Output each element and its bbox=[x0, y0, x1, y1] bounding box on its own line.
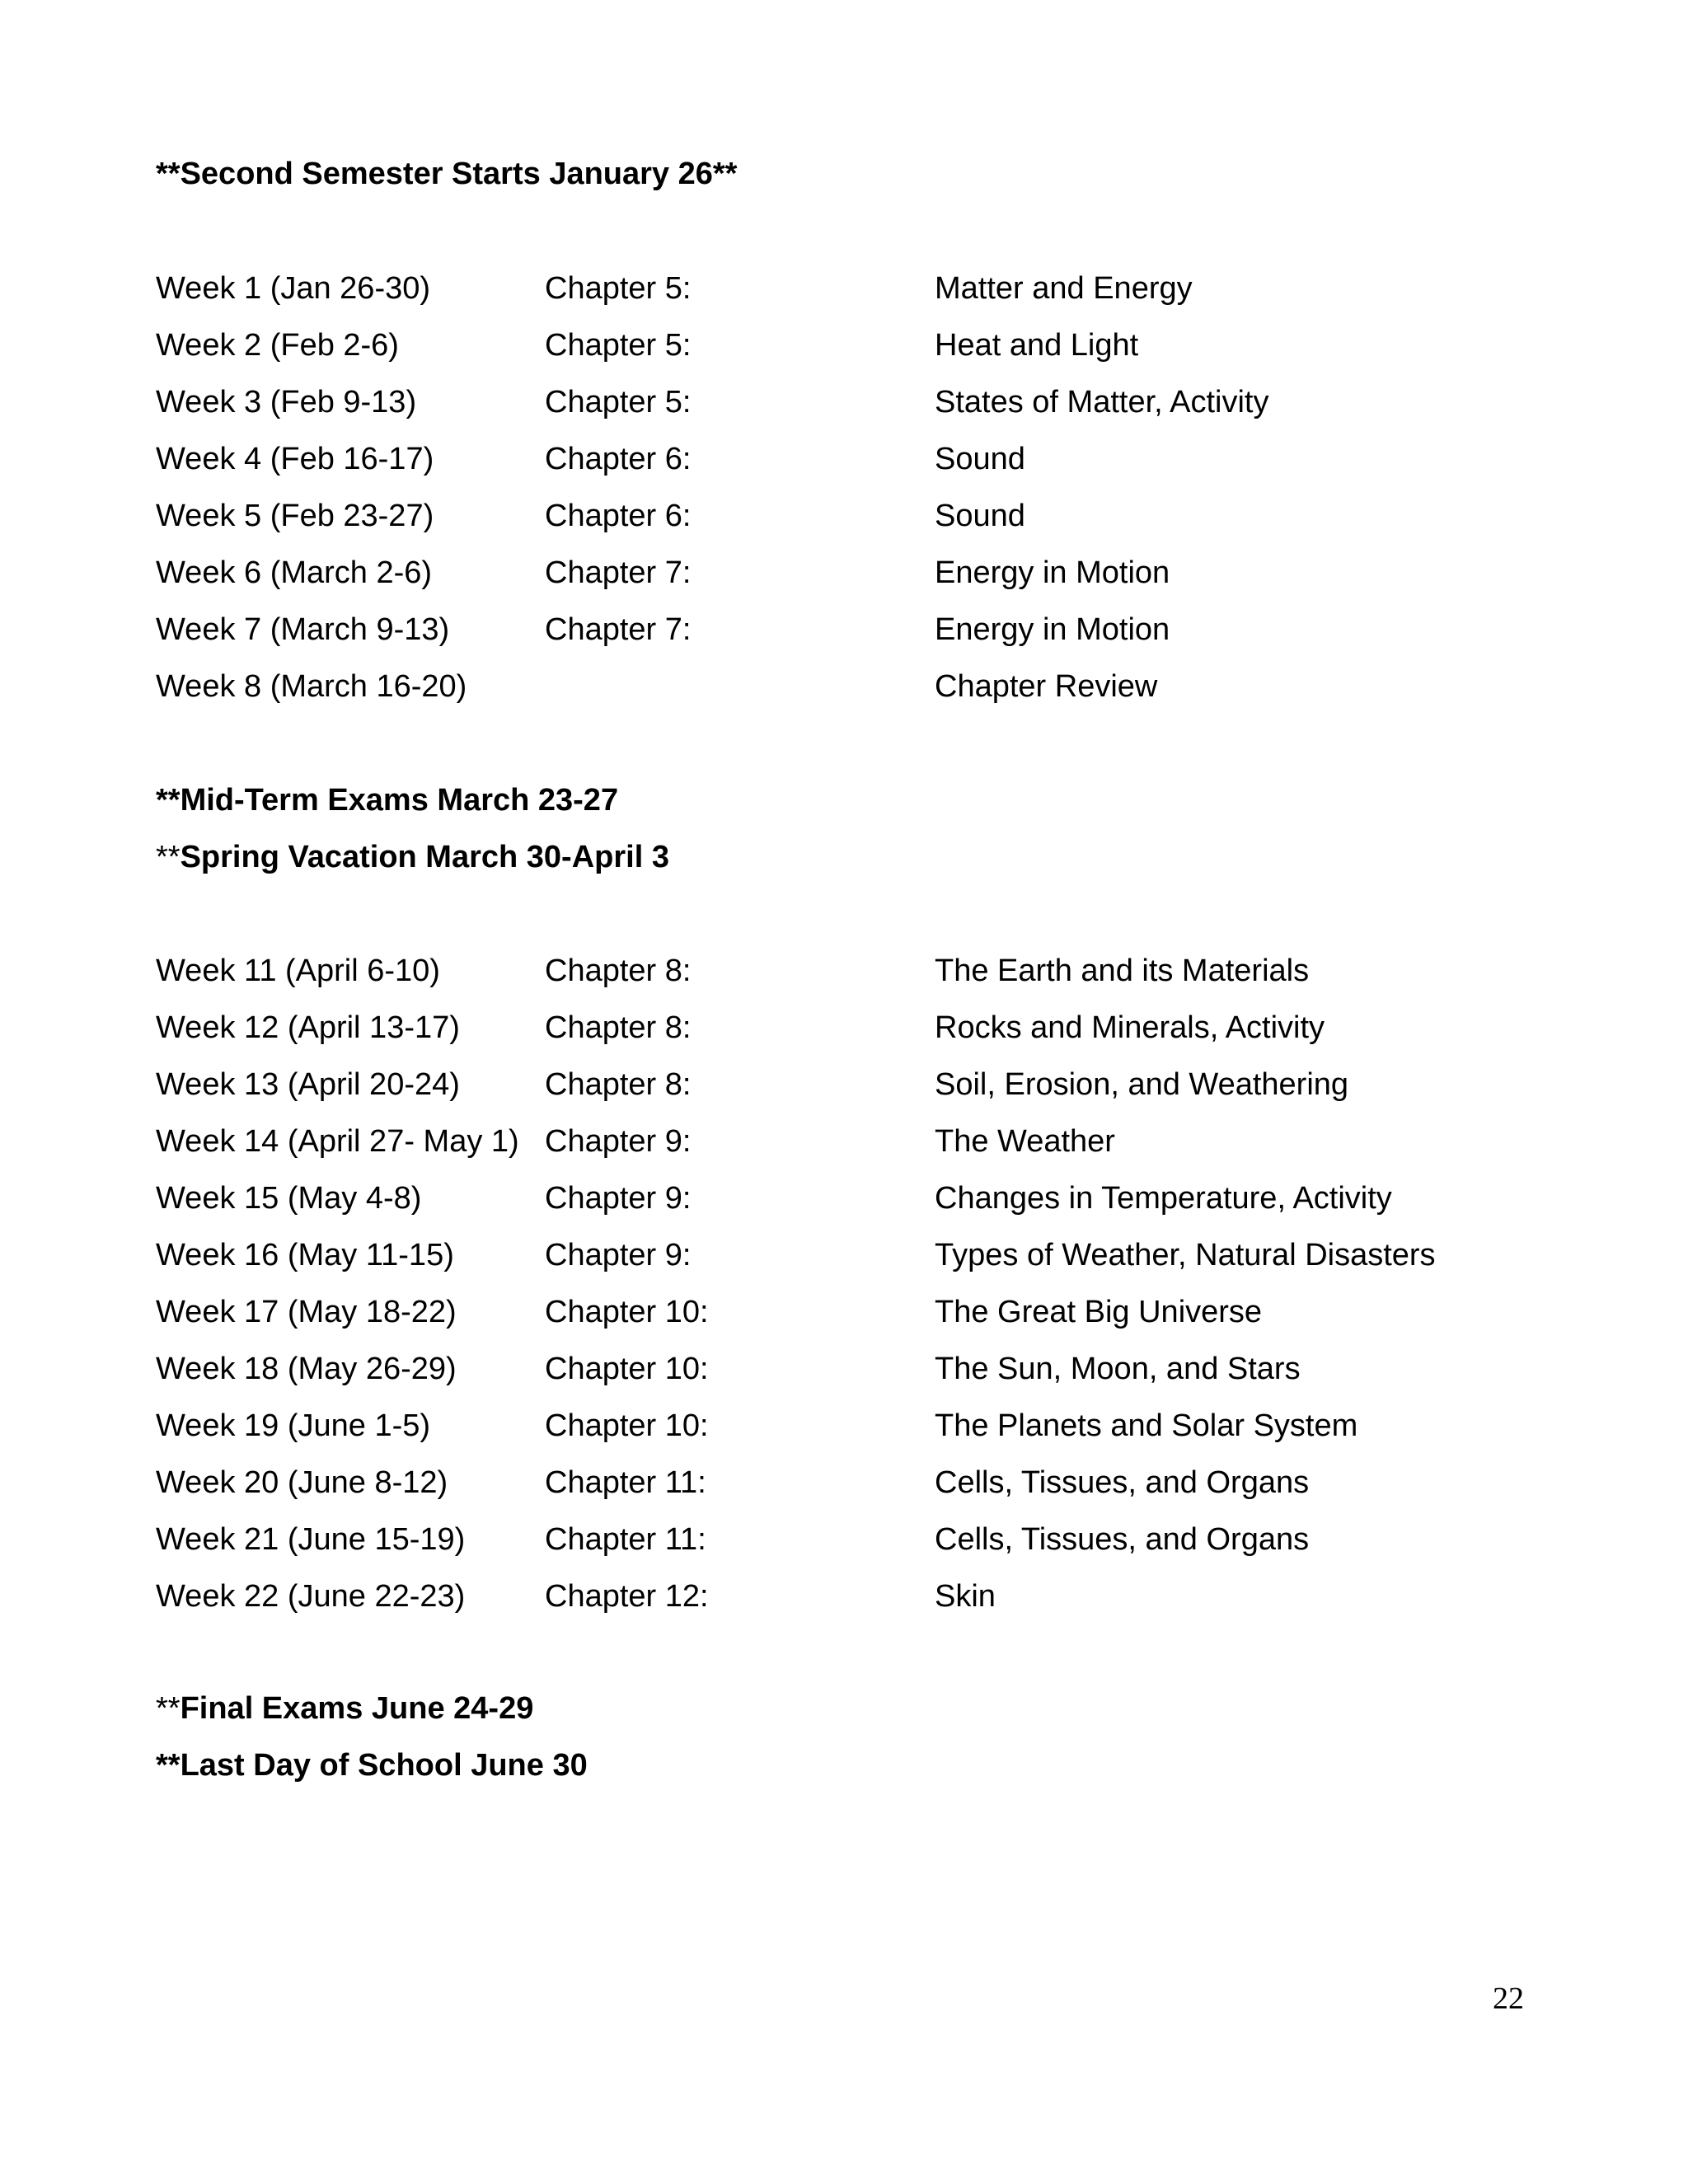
last-day-heading bbox=[156, 1746, 588, 1784]
topic-cell: Heat and Light bbox=[935, 328, 1139, 363]
topic-cell: The Sun, Moon, and Stars bbox=[935, 1352, 1301, 1386]
schedule-row bbox=[156, 554, 1557, 611]
chapter-cell: Chapter 7: bbox=[545, 555, 692, 590]
chapter-cell: Chapter 11: bbox=[545, 1465, 706, 1500]
chapter-cell: Chapter 10: bbox=[545, 1408, 709, 1443]
spring-vacation-heading bbox=[156, 838, 669, 876]
topic-cell: Cells, Tissues, and Organs bbox=[935, 1522, 1310, 1557]
chapter-cell: Chapter 5: bbox=[545, 271, 692, 306]
schedule-row bbox=[156, 326, 1557, 383]
topic-cell: The Planets and Solar System bbox=[935, 1408, 1358, 1443]
topic-cell: Sound bbox=[935, 442, 1025, 476]
chapter-cell: Chapter 10: bbox=[545, 1295, 709, 1329]
week-cell: Week 7 (March 9-13) bbox=[156, 612, 450, 647]
schedule-row bbox=[156, 952, 1557, 1009]
schedule-row bbox=[156, 497, 1557, 554]
schedule-row bbox=[156, 1236, 1557, 1293]
lastday-stars: ** bbox=[156, 1748, 181, 1783]
topic-cell: Energy in Motion bbox=[935, 612, 1170, 647]
topic-cell: The Great Big Universe bbox=[935, 1295, 1263, 1329]
final-stars: ** bbox=[156, 1691, 181, 1726]
page-number: 22 bbox=[1493, 1981, 1524, 2016]
chapter-cell: Chapter 8: bbox=[545, 954, 692, 988]
week-cell: Week 19 (June 1-5) bbox=[156, 1408, 431, 1443]
spring-stars: ** bbox=[156, 840, 181, 874]
week-cell: Week 14 (April 27- May 1) bbox=[156, 1124, 519, 1159]
schedule-row bbox=[156, 1521, 1557, 1577]
week-cell: Week 8 (March 16-20) bbox=[156, 669, 467, 704]
topic-cell: Cells, Tissues, and Organs bbox=[935, 1465, 1310, 1500]
lastday-text: Last Day of School June 30 bbox=[180, 1748, 588, 1783]
chapter-cell: Chapter 9: bbox=[545, 1238, 692, 1272]
chapter-cell: Chapter 5: bbox=[545, 385, 692, 419]
week-cell: Week 16 (May 11-15) bbox=[156, 1238, 454, 1272]
topic-cell: Skin bbox=[935, 1579, 996, 1614]
week-cell: Week 12 (April 13-17) bbox=[156, 1010, 460, 1045]
week-cell: Week 6 (March 2-6) bbox=[156, 555, 433, 590]
chapter-cell: Chapter 6: bbox=[545, 442, 692, 476]
topic-cell: The Weather bbox=[935, 1124, 1115, 1159]
midterm-heading bbox=[156, 781, 618, 819]
schedule-row bbox=[156, 1577, 1557, 1634]
week-cell: Week 18 (May 26-29) bbox=[156, 1352, 457, 1386]
schedule-block-2 bbox=[156, 952, 1557, 1634]
schedule-row bbox=[156, 1179, 1557, 1236]
week-cell: Week 5 (Feb 23-27) bbox=[156, 499, 434, 533]
topic-cell: Changes in Temperature, Activity bbox=[935, 1181, 1392, 1216]
midterm-stars: ** bbox=[156, 783, 181, 818]
schedule-row bbox=[156, 1122, 1557, 1179]
spring-text: Spring Vacation March 30-April 3 bbox=[180, 840, 669, 874]
semester-start-text: **Second Semester Starts January 26** bbox=[156, 157, 738, 191]
week-cell: Week 21 (June 15-19) bbox=[156, 1522, 466, 1557]
chapter-cell: Chapter 9: bbox=[545, 1181, 692, 1216]
schedule-row bbox=[156, 269, 1557, 326]
week-cell: Week 3 (Feb 9-13) bbox=[156, 385, 417, 419]
chapter-cell: Chapter 10: bbox=[545, 1352, 709, 1386]
week-cell: Week 2 (Feb 2-6) bbox=[156, 328, 399, 363]
final-exams-heading bbox=[156, 1690, 533, 1727]
week-cell: Week 15 (May 4-8) bbox=[156, 1181, 422, 1216]
schedule-row bbox=[156, 1293, 1557, 1350]
week-cell: Week 11 (April 6-10) bbox=[156, 954, 440, 988]
week-cell: Week 1 (Jan 26-30) bbox=[156, 271, 431, 306]
chapter-cell: Chapter 11: bbox=[545, 1522, 706, 1557]
topic-cell: Types of Weather, Natural Disasters bbox=[935, 1238, 1436, 1272]
schedule-row bbox=[156, 611, 1557, 668]
chapter-cell: Chapter 8: bbox=[545, 1067, 692, 1102]
schedule-row bbox=[156, 668, 1557, 724]
topic-cell: Soil, Erosion, and Weathering bbox=[935, 1067, 1349, 1102]
topic-cell: States of Matter, Activity bbox=[935, 385, 1269, 419]
schedule-row bbox=[156, 383, 1557, 440]
semester-start-heading bbox=[156, 155, 737, 193]
topic-cell: The Earth and its Materials bbox=[935, 954, 1310, 988]
chapter-cell: Chapter 5: bbox=[545, 328, 692, 363]
final-text: Final Exams June 24-29 bbox=[180, 1691, 534, 1726]
chapter-cell: Chapter 7: bbox=[545, 612, 692, 647]
week-cell: Week 13 (April 20-24) bbox=[156, 1067, 460, 1102]
chapter-cell: Chapter 8: bbox=[545, 1010, 692, 1045]
schedule-block-1 bbox=[156, 269, 1557, 724]
topic-cell: Sound bbox=[935, 499, 1025, 533]
topic-cell: Matter and Energy bbox=[935, 271, 1193, 306]
topic-cell: Chapter Review bbox=[935, 669, 1158, 704]
chapter-cell: Chapter 9: bbox=[545, 1124, 692, 1159]
schedule-row bbox=[156, 1350, 1557, 1407]
schedule-row bbox=[156, 1066, 1557, 1122]
chapter-cell: Chapter 12: bbox=[545, 1579, 709, 1614]
week-cell: Week 4 (Feb 16-17) bbox=[156, 442, 434, 476]
schedule-row bbox=[156, 1464, 1557, 1521]
week-cell: Week 22 (June 22-23) bbox=[156, 1579, 466, 1614]
chapter-cell: Chapter 6: bbox=[545, 499, 692, 533]
schedule-row bbox=[156, 1407, 1557, 1464]
schedule-row bbox=[156, 1009, 1557, 1066]
week-cell: Week 20 (June 8-12) bbox=[156, 1465, 448, 1500]
topic-cell: Energy in Motion bbox=[935, 555, 1170, 590]
week-cell: Week 17 (May 18-22) bbox=[156, 1295, 457, 1329]
topic-cell: Rocks and Minerals, Activity bbox=[935, 1010, 1325, 1045]
midterm-text: Mid-Term Exams March 23-27 bbox=[180, 783, 619, 818]
schedule-row bbox=[156, 440, 1557, 497]
